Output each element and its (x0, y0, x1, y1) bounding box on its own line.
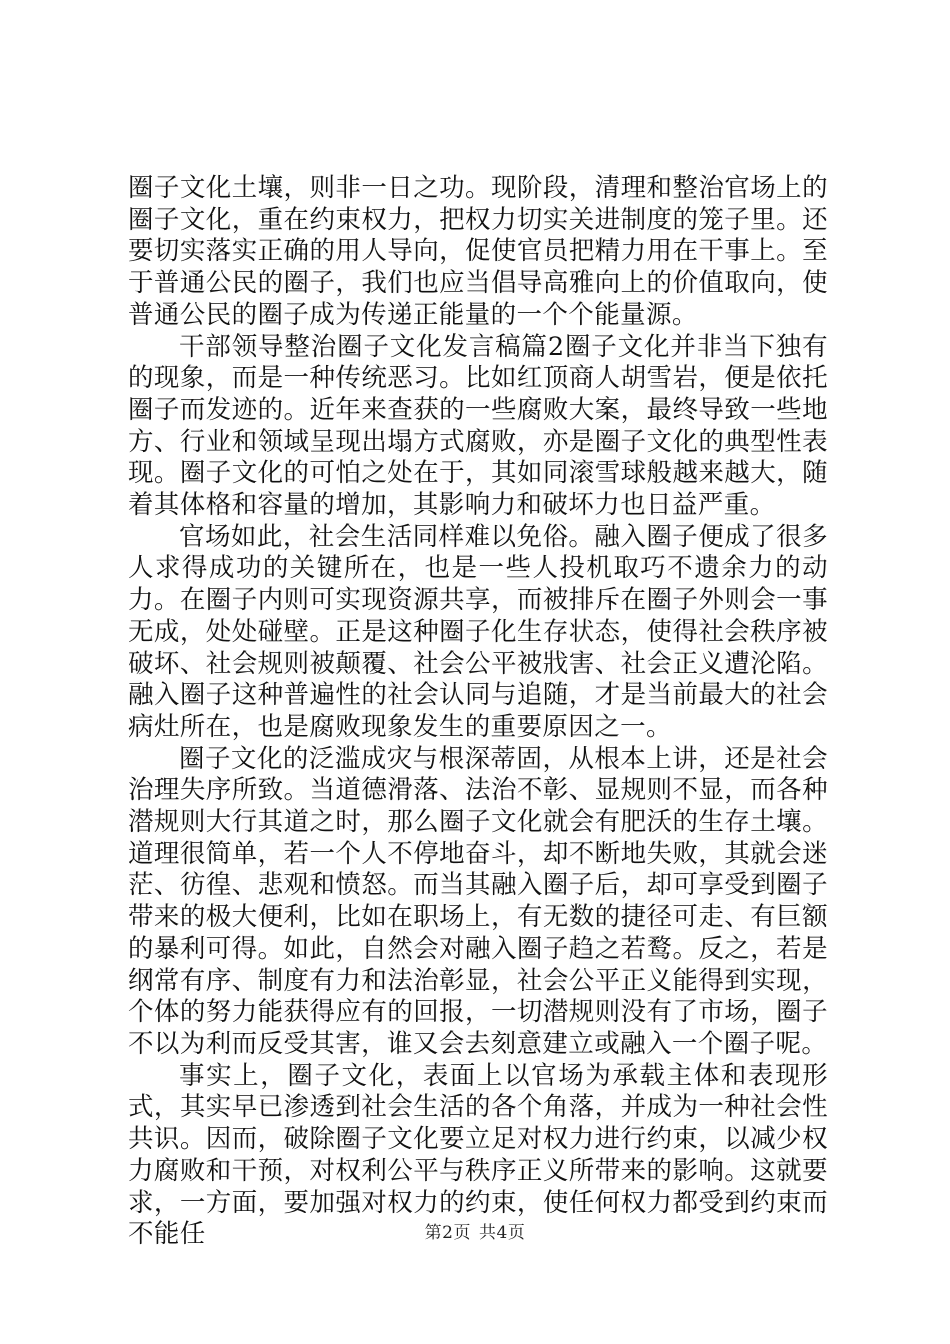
page-total: 共4页 (479, 1223, 526, 1243)
paragraph: 圈子文化的泛滥成灾与根深蒂固，从根本上讲，还是社会治理失序所致。当道德滑落、法治不彰、显规则不显，而各种潜规则大行其道之时，那么圈子文化就会有肥沃的生存土壤。道理很简单，若一个人不停地奋斗，却不断地失败，其就会迷茫、彷徨、悲观和愤怒。而当其融入圈子后，却可享受到圈子带来的极大便利，比如在职场上，有无数的捷径可走、有巨额的暴利可得。如此，自然会对融入圈子趋之若鹜。反之，若是纲常有序、制度有力和法治彰显，社会公平正义能得到实现，个体的努力能获得应有的回报，一切潜规则没有了市场，圈子不以为利而反受其害，谁又会去刻意建立或融入一个圈子呢。 (128, 743, 828, 1059)
paragraph: 事实上，圈子文化，表面上以官场为承载主体和表现形式，其实早已渗透到社会生活的各个角落，并成为一种社会性共识。因而，破除圈子文化要立足对权力进行约束，以减少权力腐败和干预，对权利公平与秩序正义所带来的影响。这就要求，一方面，要加强对权力的约束，使任何权力都受到约束而不能任 (128, 1060, 828, 1250)
paragraph: 官场如此，社会生活同样难以免俗。融入圈子便成了很多人求得成功的关键所在，也是一些人投机取巧不遗余力的动力。在圈子内则可实现资源共享，而被排斥在圈子外则会一事无成，处处碰壁。正是这种圈子化生存状态，使得社会秩序被破坏、社会规则被颠覆、社会公平被戕害、社会正义遭沦陷。融入圈子这种普遍性的社会认同与追随，才是当前最大的社会病灶所在，也是腐败现象发生的重要原因之一。 (128, 521, 828, 742)
page-number: 第2页 (424, 1223, 471, 1243)
paragraph: 圈子文化土壤，则非一日之功。现阶段，清理和整治官场上的圈子文化，重在约束权力，把权力切实关进制度的笼子里。还要切实落实正确的用人导向，促使官员把精力用在干事上。至于普通公民的圈子，我们也应当倡导高雅向上的价值取向，使普通公民的圈子成为传递正能量的一个个能量源。 (128, 173, 828, 330)
paragraph: 干部领导整治圈子文化发言稿篇2圈子文化并非当下独有的现象，而是一种传统恶习。比如红顶商人胡雪岩，便是依托圈子而发迹的。近年来查获的一些腐败大案，最终导致一些地方、行业和领域呈现出塌方式腐败，亦是圈子文化的典型性表现。圈子文化的可怕之处在于，其如同滚雪球般越来越大，随着其体格和容量的增加，其影响力和破坏力也日益严重。 (128, 331, 828, 521)
page-footer (0, 1218, 950, 1243)
document-body (128, 173, 828, 1251)
